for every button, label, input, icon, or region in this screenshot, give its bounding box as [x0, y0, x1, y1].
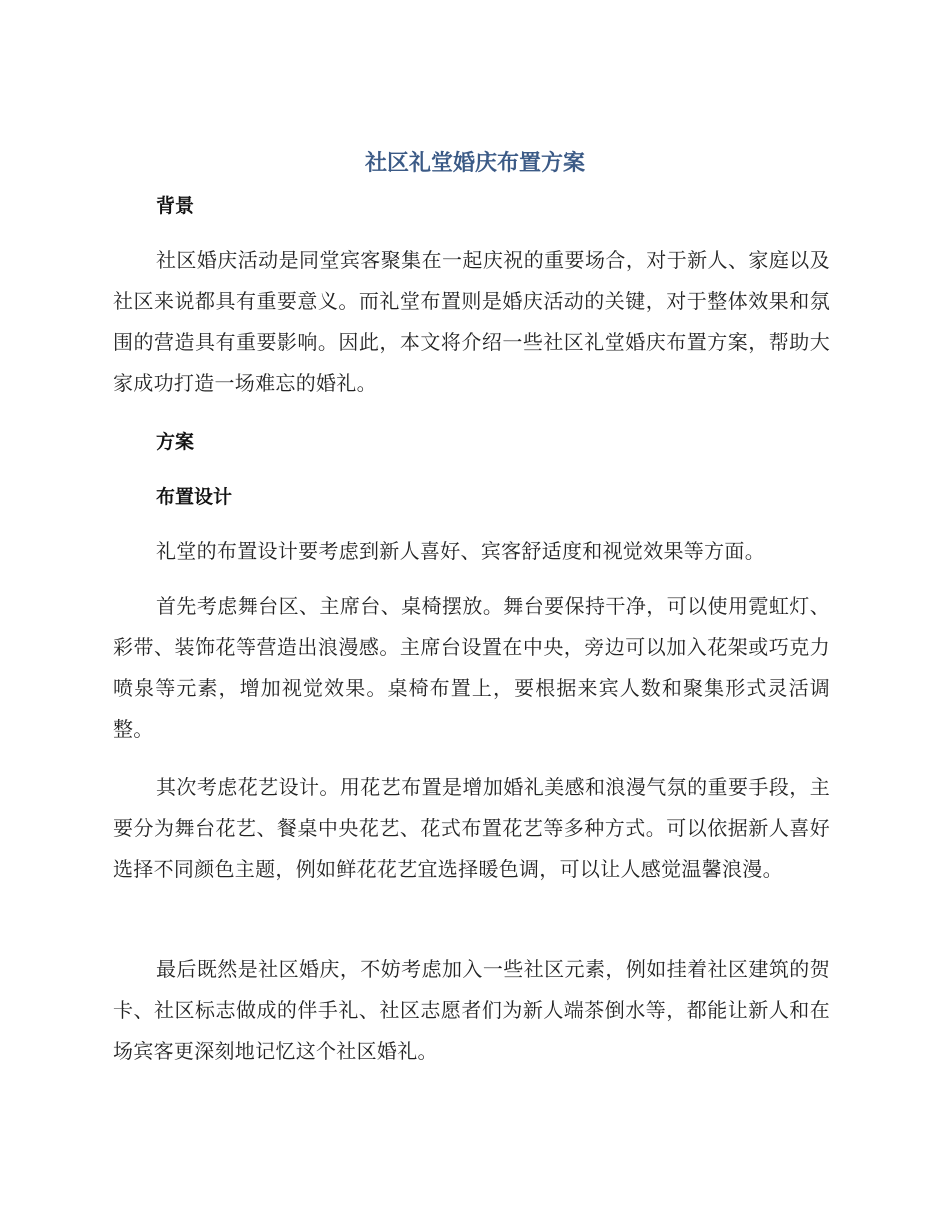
page-title: 社区礼堂婚庆布置方案 — [364, 151, 585, 176]
section-heading-plan: 方案 — [156, 431, 195, 453]
plan-paragraph-stage: 首先考虑舞台区、主席台、桌椅摆放。舞台要保持干净，可以使用霓虹灯、彩带、装饰花等营造出浪漫感。主席台设置在中央，旁边可以加入花架或巧克力喷泉等元素，增加视觉效果。桌椅布置上，要根据来宾人数和聚集形式灵活调整。 — [113, 594, 830, 741]
subsection-heading-layout-design: 布置设计 — [156, 486, 233, 508]
plan-paragraph-floral: 其次考虑花艺设计。用花艺布置是增加婚礼美感和浪漫气氛的重要手段，主要分为舞台花艺、餐桌中央花艺、花式布置花艺等多种方式。可以依据新人喜好选择不同颜色主题，例如鲜花花艺宜选择暖色调，可以让人感觉温馨浪漫。 — [113, 775, 830, 881]
background-paragraph: 社区婚庆活动是同堂宾客聚集在一起庆祝的重要场合，对于新人、家庭以及社区来说都具有重要意义。而礼堂布置则是婚庆活动的关键，对于整体效果和氛围的营造具有重要影响。因此，本文将介绍一些社区礼堂婚庆布置方案，帮助大家成功打造一场难忘的婚礼。 — [113, 248, 830, 395]
plan-paragraph-intro: 礼堂的布置设计要考虑到新人喜好、宾客舒适度和视觉效果等方面。 — [156, 539, 765, 563]
section-heading-background: 背景 — [156, 195, 195, 217]
plan-paragraph-community: 最后既然是社区婚庆，不妨考虑加入一些社区元素，例如挂着社区建筑的贺卡、社区标志做成的伴手礼、社区志愿者们为新人端茶倒水等，都能让新人和在场宾客更深刻地记忆这个社区婚礼。 — [113, 957, 830, 1063]
